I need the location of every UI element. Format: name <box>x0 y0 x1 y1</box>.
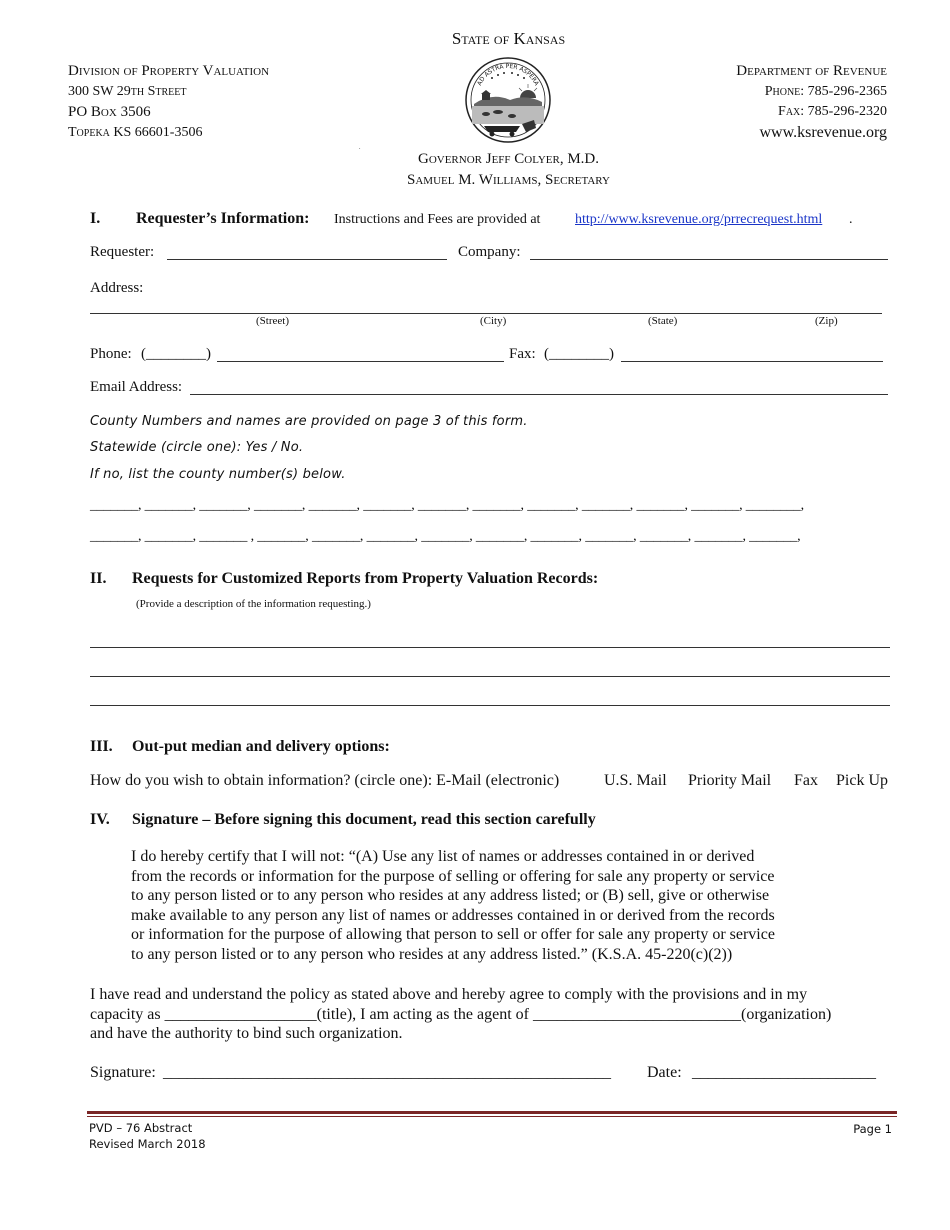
page-number: Page 1 <box>853 1122 892 1136</box>
fax-field[interactable] <box>621 361 883 362</box>
option-fax[interactable]: Fax <box>794 772 818 789</box>
instructions-link[interactable]: http://www.ksrevenue.org/prrecrequest.html <box>575 212 823 227</box>
certification-line: from the records or information for the purpose of selling or offering for sale any property or service <box>131 867 775 885</box>
certification-line: or information for the purpose of allowing that person to sell or offer for sale any property or service <box>131 926 775 944</box>
seal-motto: AD ASTRA PER ASPERA <box>476 62 540 87</box>
delivery-question: How do you wish to obtain information? (circle one): E-Mail (electronic) <box>90 772 560 789</box>
section4-title: Signature – Before signing this document, read this section carefully <box>132 811 596 828</box>
phone-area-code-field[interactable]: (________) <box>141 346 211 362</box>
agreement-line: and have the authority to bind such organization. <box>90 1025 403 1043</box>
section2-number: II. <box>90 570 107 587</box>
section1-title: Requester’s Information: <box>136 210 310 227</box>
state-title: State of Kansas <box>451 29 566 48</box>
fax-number: Fax: 785-296-2320 <box>778 104 887 119</box>
instructions-link-suffix: . <box>849 212 853 227</box>
option-pick-up[interactable]: Pick Up <box>836 772 888 789</box>
county-instructions: If no, list the county number(s) below. <box>90 467 346 482</box>
certification-line: make available to any person any list of names or addresses contained in or derived from the records <box>131 906 775 924</box>
section1-number: I. <box>90 210 101 227</box>
address-field[interactable] <box>90 313 882 314</box>
date-label: Date: <box>647 1064 682 1081</box>
certification-line: to any person listed or to any person who resides at any address listed; or (B) sell, give or otherwise <box>131 887 770 905</box>
section2-note: (Provide a description of the information requesting.) <box>136 598 371 610</box>
fax-area-code-field[interactable]: (________) <box>544 346 614 362</box>
instructions-text: Instructions and Fees are provided at <box>334 212 541 227</box>
request-description-line-3[interactable] <box>90 705 890 706</box>
statewide-choice[interactable]: Statewide (circle one): Yes / No. <box>90 440 304 455</box>
signature-label: Signature: <box>90 1064 156 1081</box>
company-label: Company: <box>458 244 521 260</box>
company-field[interactable] <box>530 259 888 260</box>
section3-title: Out-put median and delivery options: <box>132 738 390 755</box>
certification-line: I do hereby certify that I will not: “(A) Use any list of names or addresses contained in or derived <box>131 848 755 865</box>
form-id: PVD – 76 Abstract <box>89 1121 193 1135</box>
certification-statement <box>131 847 775 965</box>
section3-number: III. <box>90 738 113 755</box>
phone-number: Phone: 785-296-2365 <box>764 84 887 99</box>
website: www.ksrevenue.org <box>759 124 887 141</box>
email-label: Email Address: <box>90 379 183 395</box>
phone-field[interactable] <box>217 361 504 362</box>
department-name: Department of Revenue <box>736 63 887 79</box>
county-numbers-row-2[interactable]: _______, _______, _______ , _______, _______, _______, _______, _______, _______, _______, _______, _______, _______, <box>90 529 801 544</box>
option-priority-mail[interactable]: Priority Mail <box>688 772 772 789</box>
county-numbers-row-1[interactable]: _______, _______, _______, _______, _______, _______, _______, _______, _______, _______, _______, _______, ________, <box>90 498 804 513</box>
county-note: County Numbers and names are provided on page 3 of this form. <box>90 414 528 429</box>
agreement-line: I have read and understand the policy as stated above and hereby agree to comply with the provisions and in my <box>90 986 808 1003</box>
kansas-seal-icon <box>464 54 552 148</box>
fax-label: Fax: <box>509 346 536 362</box>
address-po-box: PO Box 3506 <box>68 104 151 120</box>
address-label: Address: <box>90 280 144 296</box>
requester-field[interactable] <box>167 259 447 260</box>
address-state-caption: (State) <box>648 315 678 327</box>
divider-dot: . <box>359 145 361 151</box>
phone-label: Phone: <box>90 346 132 362</box>
division-name: Division of Property Valuation <box>68 63 270 79</box>
request-description-line-2[interactable] <box>90 676 890 677</box>
option-us-mail[interactable]: U.S. Mail <box>604 772 667 789</box>
date-field[interactable]: _______________________ <box>692 1064 876 1081</box>
footer-rule-thick <box>87 1111 897 1114</box>
request-description-line-1[interactable] <box>90 647 890 648</box>
governor-name: Governor Jeff Colyer, M.D. <box>417 151 600 167</box>
agreement-line-title-organization[interactable]: capacity as ___________________(title), I am acting as the agent of __________________________(organization) <box>90 1005 832 1023</box>
agreement-statement <box>90 985 831 1044</box>
revision-date: Revised March 2018 <box>89 1137 206 1151</box>
signature-field[interactable]: ________________________________________________________ <box>163 1064 611 1081</box>
secretary-name: Samuel M. Williams, Secretary <box>407 172 610 188</box>
address-zip-caption: (Zip) <box>815 315 838 327</box>
address-city-caption: (City) <box>480 315 507 327</box>
requester-label: Requester: <box>90 244 155 260</box>
certification-line: to any person listed or to any person who resides at any address listed.” (K.S.A. 45-220(c)(2)) <box>131 945 733 963</box>
footer-rule-thin <box>87 1116 897 1117</box>
address-city: Topeka KS 66601-3506 <box>68 125 203 140</box>
address-street: 300 SW 29th Street <box>68 84 187 99</box>
section4-number: IV. <box>90 811 110 828</box>
address-street-caption: (Street) <box>256 315 289 327</box>
email-field[interactable] <box>190 394 888 395</box>
section2-title: Requests for Customized Reports from Property Valuation Records: <box>132 570 599 587</box>
